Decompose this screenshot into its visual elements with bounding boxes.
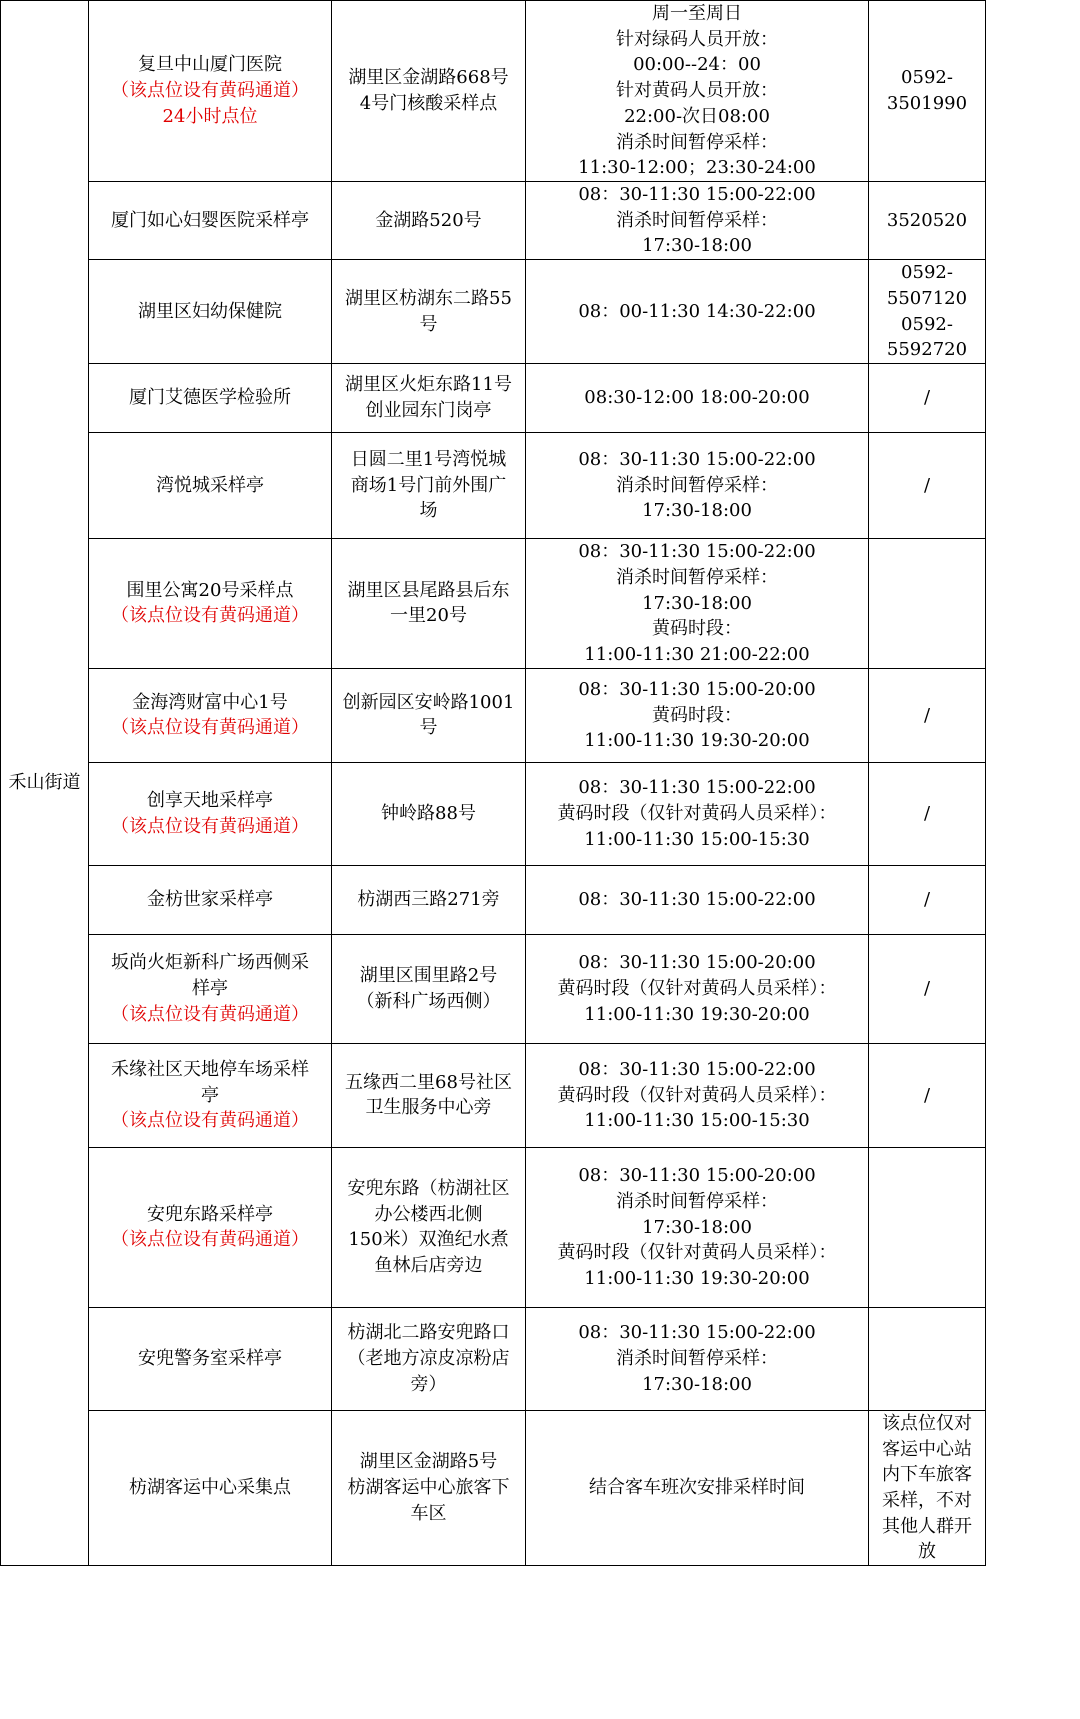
cell-line: 样亭 bbox=[192, 978, 228, 1000]
cell-line: 放 bbox=[918, 1541, 936, 1563]
address-cell bbox=[332, 1043, 526, 1147]
site-name-cell bbox=[89, 1307, 332, 1410]
cell-line: 黄码时段（仅针对黄码人员采样）： bbox=[557, 803, 837, 825]
cell-line: 黄码时段（仅针对黄码人员采样）： bbox=[557, 1084, 837, 1106]
cell-line: （该点位设有黄码通道） bbox=[111, 815, 309, 837]
cell-line: 5507120 bbox=[886, 287, 968, 309]
table-row bbox=[1, 1, 986, 182]
cell-line: 湖里区围里路2号 bbox=[359, 965, 498, 987]
cell-line: 金海湾财富中心1号 bbox=[132, 691, 288, 713]
cell-line: 采样，不对 bbox=[882, 1490, 972, 1512]
phone-cell bbox=[869, 762, 986, 865]
hours-cell bbox=[526, 260, 869, 364]
address-cell bbox=[332, 865, 526, 934]
cell-line: （该点位设有黄码通道） bbox=[111, 717, 309, 739]
hours-cell bbox=[526, 762, 869, 865]
hours-cell bbox=[526, 668, 869, 762]
cell-line: / bbox=[923, 889, 931, 911]
cell-line: 08：30-11:30 15:00-22:00 bbox=[578, 889, 816, 911]
site-name-cell bbox=[89, 762, 332, 865]
cell-line: 17:30-18:00 bbox=[642, 235, 752, 257]
cell-line: 湖里区枋湖东二路55 bbox=[345, 287, 512, 309]
cell-line: 11:00-11:30 19:30-20:00 bbox=[584, 1003, 810, 1025]
cell-line: 08：30-11:30 15:00-22:00 bbox=[578, 448, 816, 470]
cell-line: 08：30-11:30 15:00-22:00 bbox=[578, 1322, 816, 1344]
cell-line: 周一至周日 bbox=[652, 3, 742, 25]
cell-line: 黄码时段（仅针对黄码人员采样）： bbox=[557, 1242, 837, 1264]
cell-line: 湖里区金湖路668号 bbox=[348, 67, 509, 89]
table-row bbox=[1, 1410, 986, 1565]
cell-line: 复旦中山厦门医院 bbox=[138, 54, 282, 76]
address-cell bbox=[332, 432, 526, 538]
cell-line: 11:00-11:30 15:00-15:30 bbox=[584, 1110, 810, 1132]
phone-cell bbox=[869, 1147, 986, 1307]
cell-line: 客运中心站 bbox=[882, 1438, 972, 1460]
phone-cell bbox=[869, 182, 986, 260]
cell-line: 11:00-11:30 15:00-15:30 bbox=[584, 828, 810, 850]
hours-cell bbox=[526, 182, 869, 260]
phone-cell bbox=[869, 432, 986, 538]
cell-line: 黄码时段： bbox=[652, 704, 742, 726]
address-cell bbox=[332, 1307, 526, 1410]
cell-line: / bbox=[923, 803, 931, 825]
cell-line: （该点位设有黄码通道） bbox=[111, 605, 309, 627]
table-row bbox=[1, 1147, 986, 1307]
cell-line: 枋湖客运中心旅客下 bbox=[347, 1477, 510, 1499]
cell-line: 08：30-11:30 15:00-20:00 bbox=[578, 678, 816, 700]
address-cell bbox=[332, 363, 526, 432]
site-name-cell bbox=[89, 432, 332, 538]
cell-line: 湾悦城采样亭 bbox=[156, 474, 264, 496]
cell-line: 湖里区火炬东路11号 bbox=[345, 374, 512, 396]
cell-line: 车区 bbox=[410, 1502, 447, 1524]
cell-line: 办公楼西北侧 bbox=[374, 1203, 483, 1225]
cell-line: 3520520 bbox=[886, 209, 968, 231]
phone-cell bbox=[869, 934, 986, 1043]
cell-line: 卫生服务中心旁 bbox=[365, 1097, 492, 1119]
cell-line: 安兜警务室采样亭 bbox=[138, 1348, 282, 1370]
address-cell bbox=[332, 934, 526, 1043]
address-cell bbox=[332, 260, 526, 364]
cell-line: 日圆二里1号湾悦城 bbox=[350, 448, 507, 470]
phone-cell bbox=[869, 1410, 986, 1565]
phone-cell bbox=[869, 538, 986, 668]
cell-line: 08：30-11:30 15:00-22:00 bbox=[578, 1058, 816, 1080]
cell-line: 商场1号门前外围广 bbox=[350, 474, 507, 496]
site-name-cell bbox=[89, 538, 332, 668]
cell-line: 创业园东门岗亭 bbox=[365, 399, 492, 421]
hours-cell bbox=[526, 1, 869, 182]
table-row bbox=[1, 762, 986, 865]
cell-line: 11:00-11:30 19:30-20:00 bbox=[584, 1267, 810, 1289]
table-row bbox=[1, 182, 986, 260]
cell-line: （该点位设有黄码通道） bbox=[111, 1110, 309, 1132]
cell-line: 0592- bbox=[901, 262, 953, 284]
cell-line: 5592720 bbox=[886, 339, 968, 361]
phone-cell bbox=[869, 260, 986, 364]
cell-line: 11:30-12:00；23:30-24:00 bbox=[578, 157, 816, 179]
table-row bbox=[1, 260, 986, 364]
cell-line: 围里公寓20号采样点 bbox=[126, 579, 294, 601]
cell-line: （新科广场西侧） bbox=[356, 990, 501, 1012]
table-row bbox=[1, 363, 986, 432]
cell-line: 号 bbox=[419, 717, 438, 739]
hours-cell bbox=[526, 432, 869, 538]
cell-line: 150米）双渔纪水煮 bbox=[348, 1229, 509, 1251]
cell-line: 湖里区县尾路县后东 bbox=[347, 579, 510, 601]
cell-line: 针对绿码人员开放： bbox=[616, 28, 778, 50]
cell-line: 枋湖客运中心采集点 bbox=[129, 1477, 291, 1499]
cell-line: 金枋世家采样亭 bbox=[147, 889, 273, 911]
cell-line: 坂尚火炬新科广场西侧采 bbox=[111, 952, 309, 974]
cell-line: 厦门如心妇婴医院采样亭 bbox=[111, 209, 309, 231]
site-name-cell bbox=[89, 865, 332, 934]
cell-line: 08:30-12:00 18:00-20:00 bbox=[584, 387, 810, 409]
hours-cell bbox=[526, 363, 869, 432]
cell-line: 24小时点位 bbox=[162, 105, 258, 127]
cell-line: 22:00-次日08:00 bbox=[624, 105, 770, 127]
site-name-cell bbox=[89, 934, 332, 1043]
cell-line: 08：30-11:30 15:00-20:00 bbox=[578, 952, 816, 974]
table-body bbox=[1, 1, 986, 1566]
cell-line: 枋湖西三路271旁 bbox=[357, 889, 500, 911]
address-cell bbox=[332, 1410, 526, 1565]
hours-cell bbox=[526, 1147, 869, 1307]
site-name-cell bbox=[89, 1043, 332, 1147]
address-cell bbox=[332, 538, 526, 668]
site-name-cell bbox=[89, 182, 332, 260]
hours-cell bbox=[526, 1307, 869, 1410]
cell-line: 内下车旅客 bbox=[882, 1464, 972, 1486]
cell-line: 禾缘社区天地停车场采样 bbox=[111, 1058, 309, 1080]
hours-cell bbox=[526, 865, 869, 934]
table-row bbox=[1, 668, 986, 762]
table-row bbox=[1, 538, 986, 668]
cell-line: （该点位设有黄码通道） bbox=[111, 1229, 309, 1251]
phone-cell bbox=[869, 1043, 986, 1147]
cell-line: （该点位设有黄码通道） bbox=[111, 1003, 309, 1025]
site-name-cell bbox=[89, 1147, 332, 1307]
phone-cell bbox=[869, 668, 986, 762]
site-name-cell bbox=[89, 1410, 332, 1565]
cell-line: 针对黄码人员开放： bbox=[616, 80, 778, 102]
cell-line: 湖里区金湖路5号 bbox=[359, 1451, 498, 1473]
cell-line: （该点位设有黄码通道） bbox=[111, 80, 309, 102]
site-name-cell bbox=[89, 260, 332, 364]
cell-line: 17:30-18:00 bbox=[642, 1373, 752, 1395]
street-name: 禾山街道 bbox=[8, 772, 81, 794]
hours-cell bbox=[526, 1043, 869, 1147]
cell-line: 11:00-11:30 21:00-22:00 bbox=[584, 643, 810, 665]
hours-cell bbox=[526, 934, 869, 1043]
cell-line: / bbox=[923, 1084, 931, 1106]
cell-line: 11:00-11:30 19:30-20:00 bbox=[584, 730, 810, 752]
cell-line: 旁） bbox=[410, 1373, 447, 1395]
cell-line: 0592- bbox=[901, 67, 953, 89]
cell-line: 消杀时间暂停采样： bbox=[616, 474, 778, 496]
cell-line: 五缘西二里68号社区 bbox=[345, 1071, 512, 1093]
cell-line: 一里20号 bbox=[390, 605, 467, 627]
address-cell bbox=[332, 1, 526, 182]
cell-line: 安兜东路采样亭 bbox=[147, 1203, 273, 1225]
table-row bbox=[1, 1307, 986, 1410]
cell-line: 17:30-18:00 bbox=[642, 1216, 752, 1238]
cell-line: 08：30-11:30 15:00-22:00 bbox=[578, 184, 816, 205]
cell-line: 消杀时间暂停采样： bbox=[616, 1348, 778, 1370]
hours-cell bbox=[526, 1410, 869, 1565]
cell-line: / bbox=[923, 704, 931, 726]
cell-line: 创享天地采样亭 bbox=[147, 790, 273, 812]
cell-line: 金湖路520号 bbox=[375, 209, 482, 231]
cell-line: / bbox=[923, 474, 931, 496]
cell-line: 消杀时间暂停采样： bbox=[616, 566, 778, 588]
phone-cell bbox=[869, 865, 986, 934]
phone-cell bbox=[869, 1, 986, 182]
cell-line: 其他人群开 bbox=[882, 1515, 972, 1537]
cell-line: 消杀时间暂停采样： bbox=[616, 131, 778, 153]
cell-line: 安兜东路（枋湖社区 bbox=[347, 1178, 510, 1200]
cell-line: 17:30-18:00 bbox=[642, 592, 752, 614]
table-row bbox=[1, 865, 986, 934]
phone-cell bbox=[869, 363, 986, 432]
cell-line: 厦门艾德医学检验所 bbox=[129, 387, 291, 409]
cell-line: 场 bbox=[419, 500, 438, 522]
hours-cell bbox=[526, 538, 869, 668]
cell-line: 08：30-11:30 15:00-22:00 bbox=[578, 777, 816, 799]
site-name-cell bbox=[89, 363, 332, 432]
cell-line: 00:00--24：00 bbox=[633, 54, 761, 76]
cell-line: 08：30-11:30 15:00-20:00 bbox=[578, 1165, 816, 1187]
cell-line: 08：30-11:30 15:00-22:00 bbox=[578, 541, 816, 563]
cell-line: 创新园区安岭路1001 bbox=[342, 691, 515, 713]
site-name-cell bbox=[89, 1, 332, 182]
cell-line: 0592- bbox=[901, 313, 953, 335]
cell-line: 3501990 bbox=[886, 93, 968, 114]
address-cell bbox=[332, 1147, 526, 1307]
cell-line: 号 bbox=[419, 313, 438, 335]
table-row bbox=[1, 1043, 986, 1147]
cell-line: 湖里区妇幼保健院 bbox=[138, 300, 282, 322]
address-cell bbox=[332, 182, 526, 260]
table-row bbox=[1, 934, 986, 1043]
street-cell bbox=[1, 1, 89, 1566]
cell-line: 黄码时段： bbox=[652, 618, 742, 640]
cell-line: / bbox=[923, 387, 931, 409]
cell-line: 08：00-11:30 14:30-22:00 bbox=[578, 300, 816, 322]
table-row bbox=[1, 432, 986, 538]
cell-line: 黄码时段（仅针对黄码人员采样）： bbox=[557, 978, 837, 1000]
cell-line: 17:30-18:00 bbox=[642, 500, 752, 522]
cell-line: 亭 bbox=[201, 1084, 219, 1106]
cell-line: （老地方凉皮凉粉店 bbox=[347, 1348, 510, 1370]
site-name-cell bbox=[89, 668, 332, 762]
cell-line: 结合客车班次安排采样时间 bbox=[589, 1477, 805, 1499]
cell-line: 消杀时间暂停采样： bbox=[616, 1190, 778, 1212]
cell-line: / bbox=[923, 978, 931, 1000]
phone-cell bbox=[869, 1307, 986, 1410]
cell-line: 4号门核酸采样点 bbox=[359, 93, 498, 114]
cell-line: 该点位仅对 bbox=[882, 1412, 972, 1434]
cell-line: 枋湖北二路安兜路口 bbox=[347, 1322, 510, 1344]
address-cell bbox=[332, 762, 526, 865]
cell-line: 消杀时间暂停采样： bbox=[616, 209, 778, 231]
cell-line: 钟岭路88号 bbox=[381, 803, 476, 825]
cell-line: 鱼林后店旁边 bbox=[374, 1255, 483, 1277]
address-cell bbox=[332, 668, 526, 762]
